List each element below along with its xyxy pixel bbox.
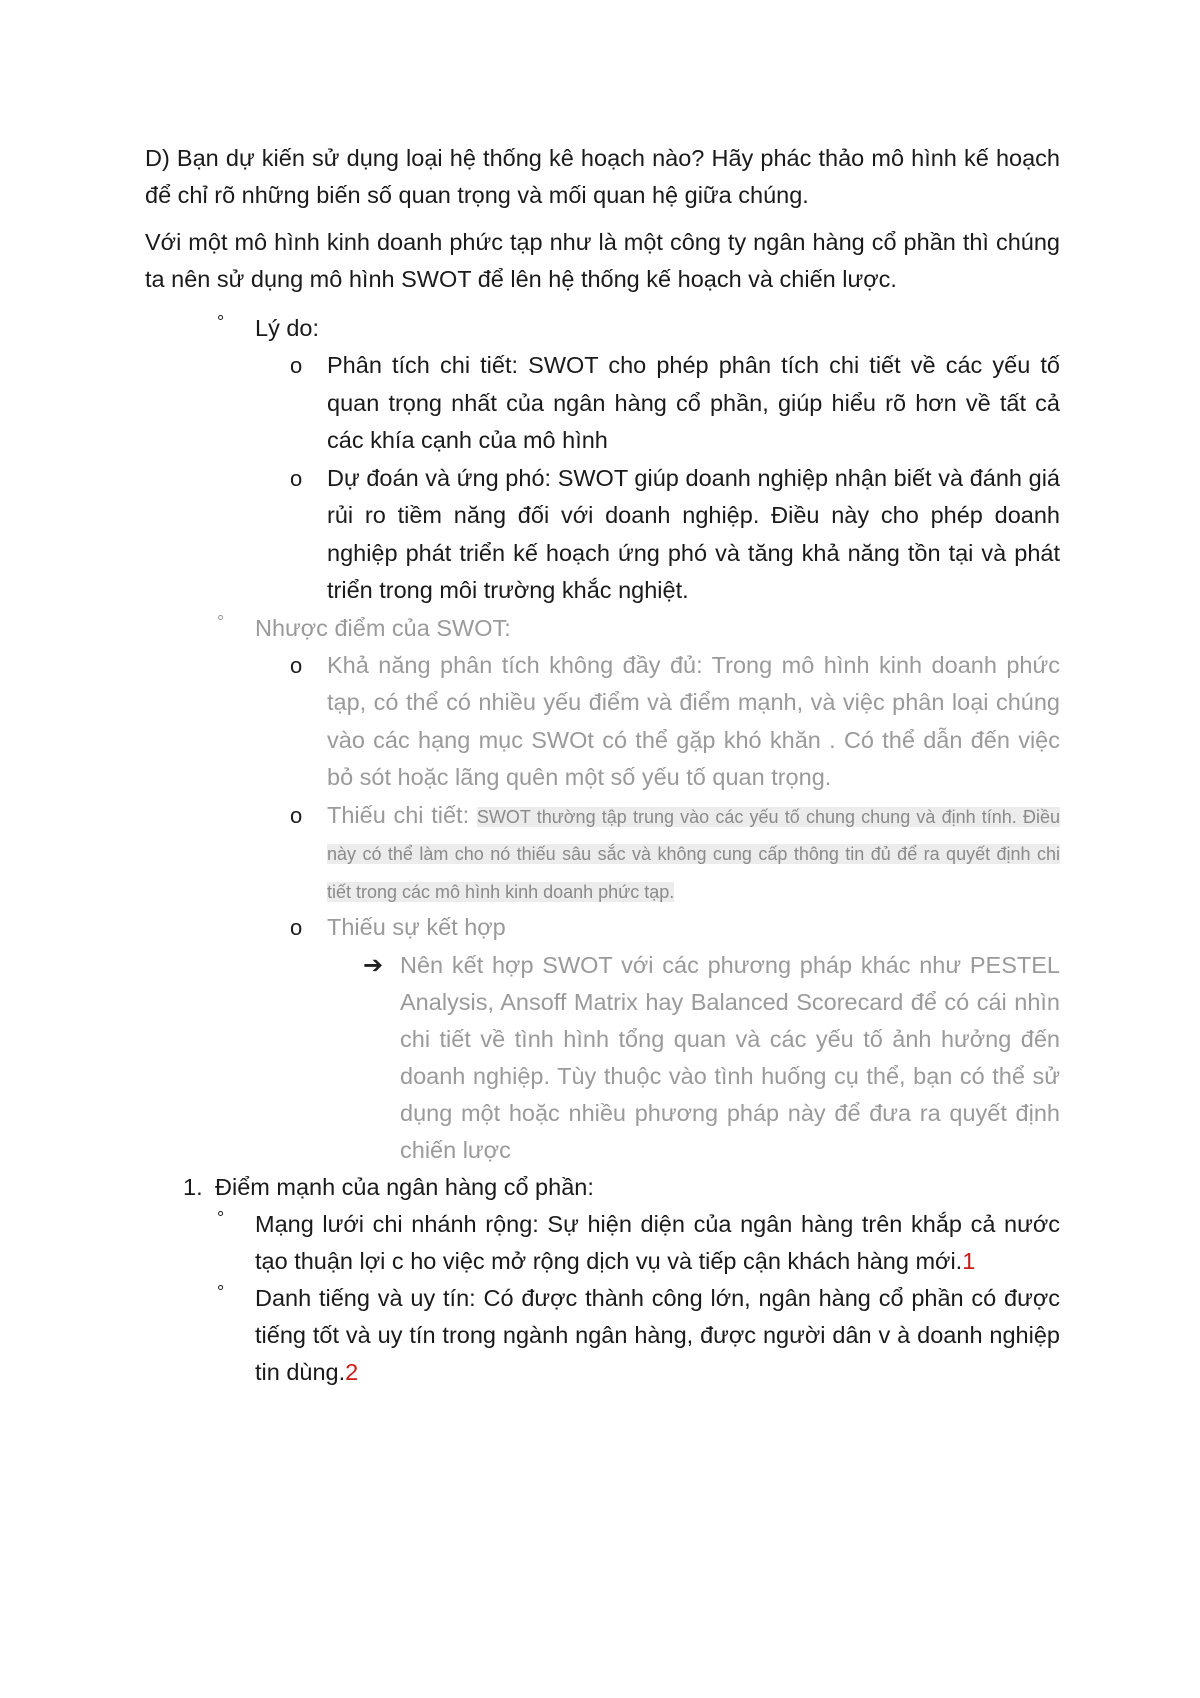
- reasons-heading-item: [145, 310, 1060, 347]
- strengths-heading-item: [145, 1169, 1060, 1206]
- circle-bullet-icon: o: [290, 802, 303, 828]
- weakness-item: [145, 647, 1060, 797]
- weakness-item: [145, 797, 1060, 910]
- highlighted-detail: SWOT thường tập trung vào các yếu tố chung chung và định tính. Điều này có thể làm cho nó thiếu sâu sắc và không cung cấp thông tin đủ để ra quyết định chi tiết trong các mô hình kinh doanh phức tạp.: [327, 806, 1061, 902]
- arrow-text: Nên kết hợp SWOT với các phương pháp khác như PESTEL Analysis, Ansoff Matrix hay Balanced Scorecard để có cái nhìn chi tiết về tình hình tổng quan và các yếu tố ảnh hưởng đến doanh nghiệp. Tùy thuộc vào tình huống cụ thể, bạn có thể sử dụng một hoặc nhiều phương pháp này để đưa ra quyết định chiến lược: [400, 951, 1060, 1163]
- document-body: [145, 140, 1060, 1391]
- circle-bullet-icon: o: [290, 915, 303, 940]
- footnote-ref[interactable]: 2: [345, 1358, 359, 1385]
- weakness-text: Thiếu sự kết hợp: [327, 914, 506, 940]
- strengths-heading: Điểm mạnh của ngân hàng cổ phần:: [215, 1173, 594, 1200]
- weaknesses-heading: Nhược điểm của SWOT:: [255, 614, 511, 641]
- intro-paragraph: Với một mô hình kinh doanh phức tạp như là một công ty ngân hàng cổ phần thì chúng ta nên sử dụng mô hình SWOT để lên hệ thống kế hoạch và chiến lược.: [145, 229, 1060, 292]
- weakness-label: Thiếu chi tiết:: [327, 801, 470, 828]
- strength-text: Danh tiếng và uy tín: Có được thành công lớn, ngân hàng cổ phần có được tiếng tốt và uy tín trong ngành ngân hàng, được người dân v à doanh nghiệp tin dùng.: [255, 1284, 1060, 1385]
- degree-bullet-icon: °: [217, 312, 225, 332]
- weaknesses-heading-item: [145, 610, 1060, 647]
- strength-item: [145, 1206, 1060, 1280]
- reasons-heading: Lý do:: [255, 315, 320, 341]
- reason-item: [145, 347, 1060, 460]
- circle-bullet-icon: o: [290, 465, 303, 491]
- circle-bullet-icon: o: [290, 652, 303, 678]
- degree-bullet-icon: °: [217, 611, 225, 632]
- degree-bullet-icon: °: [217, 1207, 225, 1228]
- list-number: 1.: [183, 1173, 203, 1200]
- degree-bullet-icon: °: [217, 1281, 225, 1302]
- reason-item: [145, 460, 1060, 610]
- footnote-ref[interactable]: 1: [962, 1247, 976, 1274]
- reason-text: Phân tích chi tiết: SWOT cho phép phân tích chi tiết về các yếu tố quan trọng nhất của ngân hàng cổ phần, giúp hiểu rõ hơn về tất cả các khía cạnh của mô hình: [327, 352, 1060, 453]
- strength-item: [145, 1280, 1060, 1391]
- strength-text: Mạng lưới chi nhánh rộng: Sự hiện diện của ngân hàng trên khắp cả nước tạo thuận lợi c ho việc mở rộng dịch vụ và tiếp cận khách hàng mới.: [255, 1210, 1060, 1274]
- reason-text: Dự đoán và ứng phó: SWOT giúp doanh nghiệp nhận biết và đánh giá rủi ro tiềm năng đối với doanh nghiệp. Điều này cho phép doanh nghiệp phát triển kế hoạch ứng phó và tăng khả năng tồn tại và phát triển trong môi trường khắc nghiệt.: [327, 464, 1060, 603]
- arrow-right-icon: ➔: [363, 951, 384, 979]
- question-paragraph: D) Bạn dự kiến sử dụng loại hệ thống kê hoạch nào? Hãy phác thảo mô hình kế hoạch để chỉ rõ những biến số quan trọng và mối quan hệ giữa chúng.: [145, 145, 1060, 208]
- weakness-item: [145, 909, 1060, 947]
- circle-bullet-icon: o: [290, 353, 303, 378]
- weakness-text: Khả năng phân tích không đầy đủ: Trong mô hình kinh doanh phức tạp, có thể có nhiều yếu điểm và điểm mạnh, và việc phân loại chúng vào các hạng mục SWOt có thể gặp khó khăn . Có thể dẫn đến việc bỏ sót hoặc lãng quên một số yếu tố quan trọng.: [327, 651, 1060, 790]
- arrow-item: [145, 947, 1060, 1169]
